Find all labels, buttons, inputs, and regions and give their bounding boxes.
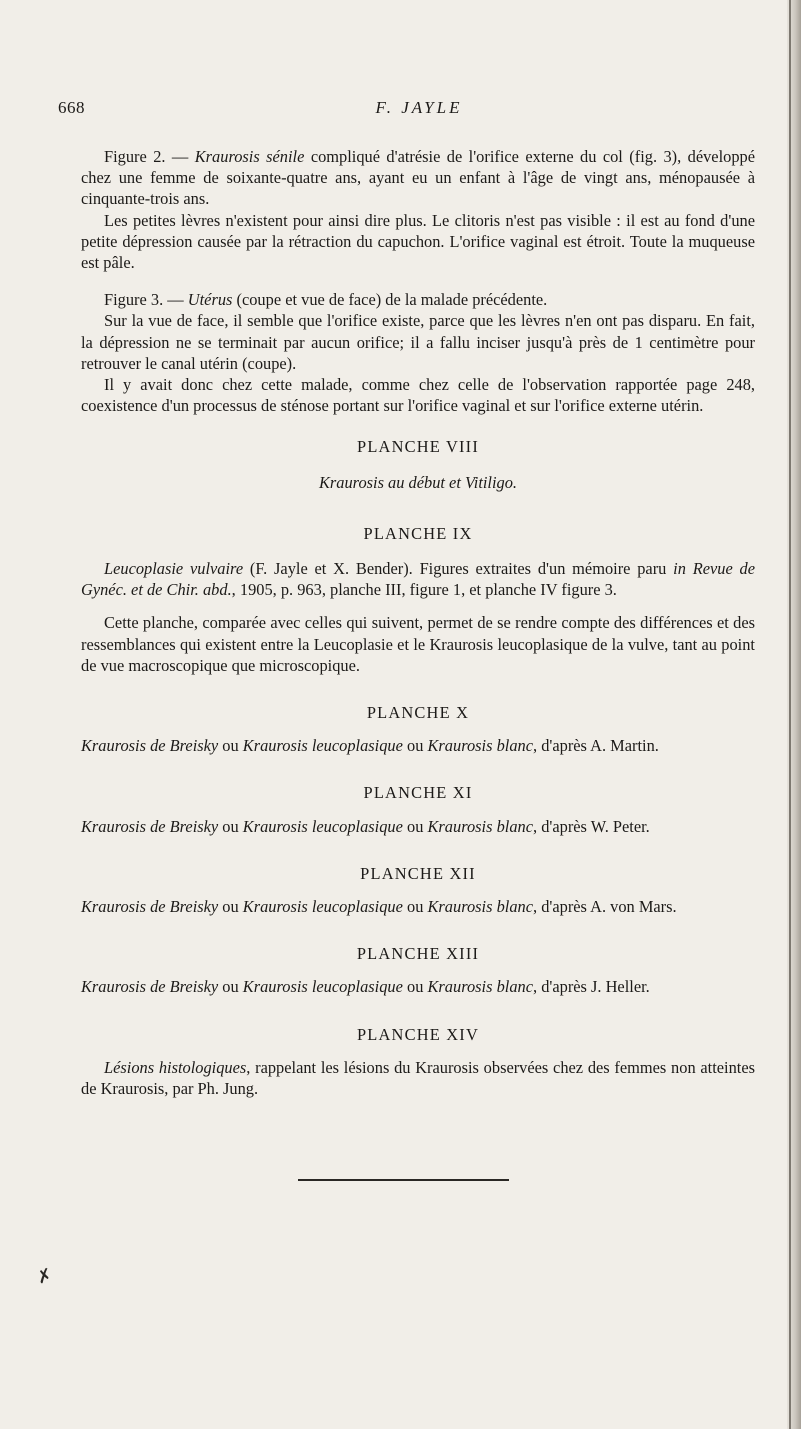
plate-ix-text-1: (F. Jayle et X. Bender). Figures extraites d'un mémoire paru <box>243 559 674 579</box>
spacer <box>81 416 755 436</box>
spacer <box>81 493 755 523</box>
figure-2-title: Kraurosis sénile <box>194 147 305 166</box>
spacer <box>81 676 755 702</box>
spacer <box>81 756 755 782</box>
plate-x-term-2: Kraurosis leucoplasique <box>242 736 403 756</box>
plate-ix-text-2: , 1905, p. 963, planche III, figure 1, et planche IV figure 3. <box>231 580 617 600</box>
plate-xiii-attribution: , d'après J. Heller. <box>533 977 650 997</box>
plate-x-attribution: , d'après A. Martin. <box>533 736 659 756</box>
spacer <box>81 273 755 289</box>
spacer <box>81 964 755 976</box>
spacer <box>81 804 755 816</box>
plate-xiii-connector-1: ou <box>218 977 243 997</box>
figure-3-caption <box>81 289 755 310</box>
running-head: F. JAYLE <box>375 98 463 117</box>
plate-xi-connector-1: ou <box>218 816 243 836</box>
plate-xi-attribution: , d'après W. Peter. <box>533 816 650 836</box>
figure-3-label: Figure 3. — <box>104 290 188 310</box>
spacer <box>81 884 755 896</box>
plate-ix-heading: PLANCHE IX <box>363 523 473 543</box>
plate-xiv-description <box>81 1057 755 1099</box>
plate-ix-title: Leucoplasie vulvaire <box>104 559 244 579</box>
plate-ix-journal: in Revue de Gynéc. et de Chir. abd. <box>81 559 755 600</box>
spacer <box>81 723 755 735</box>
plate-xii-term-3: Kraurosis blanc <box>427 897 533 917</box>
spacer <box>81 600 755 612</box>
figure-2-caption <box>81 146 755 210</box>
plate-xii-term-1: Kraurosis de Breisky <box>81 897 219 917</box>
page-edge-line <box>789 0 791 1429</box>
plate-xiii-connector-2: ou <box>402 977 428 997</box>
plate-xiii-term-2: Kraurosis leucoplasique <box>242 977 403 997</box>
plate-xi-heading: PLANCHE XI <box>363 783 473 803</box>
spacer <box>81 1045 755 1057</box>
page-number: 668 <box>58 98 85 117</box>
plate-xi-term-1: Kraurosis de Breisky <box>81 816 219 836</box>
plate-x-connector-2: ou <box>402 736 428 756</box>
plate-xiii-term-1: Kraurosis de Breisky <box>81 977 219 997</box>
spacer <box>81 544 755 558</box>
closing-rule <box>298 1179 509 1181</box>
plate-x-description <box>81 735 755 756</box>
plate-x-heading: PLANCHE X <box>366 703 470 723</box>
figure-3-text: (coupe et vue de face) de la malade précédente. <box>232 290 548 310</box>
plate-x-term-3: Kraurosis blanc <box>427 736 533 756</box>
spacer <box>81 917 755 943</box>
plate-xiv-heading: PLANCHE XIV <box>356 1024 479 1044</box>
spacer <box>81 998 755 1024</box>
plate-xiii-description <box>81 976 755 997</box>
plate-xii-term-2: Kraurosis leucoplasique <box>242 897 403 917</box>
figure-3-title: Utérus <box>187 290 233 310</box>
figure-2-paragraph: Les petites lèvres n'existent pour ainsi dire plus. Le clitoris n'est pas visible : il est au fond d'une petite dépression causée par la rétraction du capuchon. L'orifice vaginal est étroit. Toute la muqueuse est pâle. <box>81 210 755 273</box>
plate-x-term-1: Kraurosis de Breisky <box>81 736 219 756</box>
plate-ix-paragraph: Cette planche, comparée avec celles qui suivent, permet de se rendre compte des différences et des ressemblances qui existent entre la Leucoplasie et le Kraurosis leucoplasique de la vulve, tant au point de vue macroscopique que microscopique. <box>81 613 755 675</box>
plate-xi-term-3: Kraurosis blanc <box>427 816 533 836</box>
stray-mark-icon: ✗ <box>34 1264 55 1288</box>
plate-xii-connector-1: ou <box>218 897 243 917</box>
plate-xi-description <box>81 816 755 837</box>
plate-x-connector-1: ou <box>218 736 243 756</box>
plate-xiv-text: , rappelant les lésions du Kraurosis observées chez des femmes non atteintes de Kraurosis, par Ph. Jung. <box>81 1057 755 1099</box>
figure-2-text: compliqué d'atrésie de l'orifice externe du col (fig. 3), développé chez une femme de soixante-quatre ans, ayant eu un enfant à l'âge de vingt ans, ménopausée à cinquante-trois ans. <box>81 147 755 209</box>
plate-ix-description <box>81 558 755 600</box>
figure-3-paragraph-1: Sur la vue de face, il semble que l'orifice existe, parce que les lèvres n'en ont pas disparu. En fait, la dépression ne se terminait par aucun orifice; il a fallu inciser jusqu'à près de 1 centimètre pour retrouver le canal utérin (coupe). <box>81 311 755 373</box>
plate-xii-heading: PLANCHE XII <box>360 863 476 883</box>
plate-viii-subtitle: Kraurosis au début et Vitiligo. <box>318 472 518 492</box>
plate-xi-term-2: Kraurosis leucoplasique <box>242 816 403 836</box>
plate-xii-description <box>81 896 755 917</box>
spacer <box>81 458 755 472</box>
plate-xi-connector-2: ou <box>402 816 428 836</box>
page-body <box>81 146 755 1099</box>
page-header <box>58 98 748 124</box>
plate-xiii-term-3: Kraurosis blanc <box>427 977 533 997</box>
plate-xii-attribution: , d'après A. von Mars. <box>533 897 677 917</box>
plate-xiii-heading: PLANCHE XIII <box>356 944 480 964</box>
spacer <box>81 837 755 863</box>
figure-3-paragraph-2: Il y avait donc chez cette malade, comme chez celle de l'observation rapportée page 248, coexistence d'un processus de sténose portant sur l'orifice vaginal et sur l'orifice externe utérin. <box>81 375 755 416</box>
plate-xiv-title: Lésions histologiques <box>104 1057 247 1077</box>
plate-xii-connector-2: ou <box>402 897 428 917</box>
figure-2-label: Figure 2. — <box>104 147 195 166</box>
plate-viii-heading: PLANCHE VIII <box>357 437 479 457</box>
